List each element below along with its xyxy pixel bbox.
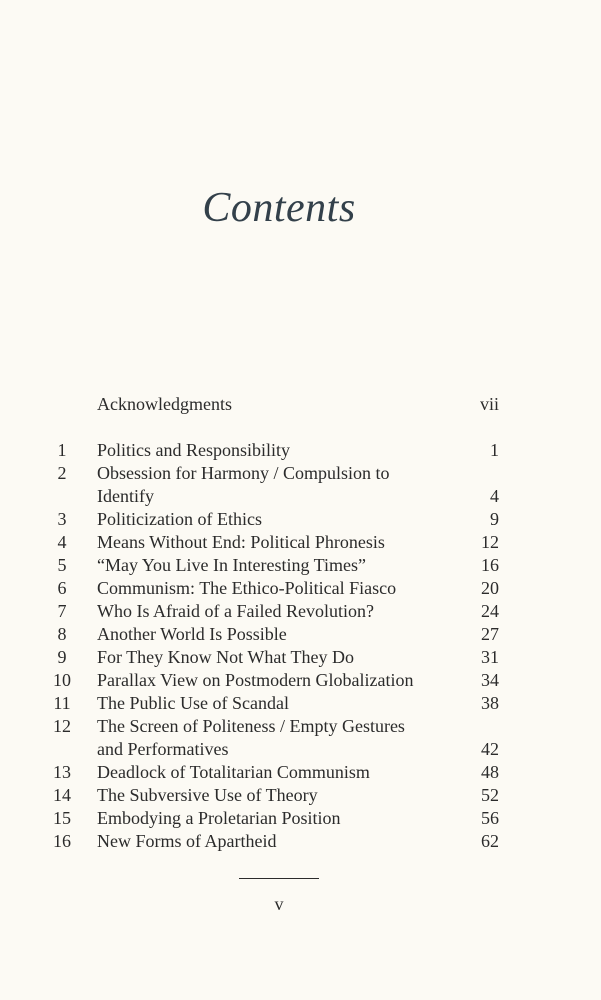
- toc-entry-page: 62: [481, 831, 499, 851]
- toc-entry-title-line: Communism: The Ethico-Political Fiasco: [97, 578, 397, 598]
- toc-entry-title: Acknowledgments: [97, 394, 232, 414]
- toc-entry-title-line: Deadlock of Totalitarian Communism: [97, 762, 370, 782]
- toc-entry-number: 15: [53, 808, 71, 828]
- toc-entry-title-line: Another World Is Possible: [97, 624, 287, 644]
- toc-entry-title: [97, 531, 467, 554]
- toc-entry-title-line: The Public Use of Scandal: [97, 693, 289, 713]
- toc-entry-page: 16: [481, 555, 499, 575]
- toc-entry-page: 24: [481, 601, 499, 621]
- toc-entry-title: [97, 784, 467, 807]
- toc-entry-number: 7: [57, 601, 67, 621]
- toc-entry-number: 11: [53, 693, 71, 713]
- toc-entry-page: 1: [490, 440, 499, 460]
- toc-entry-title-line: Who Is Afraid of a Failed Revolution?: [97, 601, 374, 621]
- toc-entry-number: 5: [57, 555, 67, 575]
- toc-entry-title: [97, 554, 467, 577]
- toc-entry-title-line: The Screen of Politeness / Empty Gestures: [97, 716, 405, 736]
- toc-entry-title: [97, 623, 467, 646]
- toc-entry-number: 12: [53, 716, 71, 736]
- toc-entry-number: 9: [57, 647, 67, 667]
- toc-entry-title: [97, 761, 467, 784]
- toc-entry-title-line: New Forms of Apartheid: [97, 831, 277, 851]
- toc-entry-number: 13: [53, 762, 71, 782]
- toc-entry: [0, 623, 601, 646]
- toc-entry-page: 52: [481, 785, 499, 805]
- toc-entry-title-line: Parallax View on Postmodern Globalization: [97, 670, 414, 690]
- toc-entry: [0, 577, 601, 600]
- folio-rule: [239, 878, 319, 879]
- toc-entry-page: 9: [490, 509, 499, 529]
- toc-entry-title: [97, 692, 467, 715]
- toc-entry-number: 8: [57, 624, 67, 644]
- toc-entry-title: [97, 830, 467, 853]
- toc-entry-title: [97, 807, 467, 830]
- toc-entry: [0, 439, 601, 462]
- toc-entry: [0, 554, 601, 577]
- toc-entry-number: 6: [57, 578, 67, 598]
- toc-entry-title-line: The Subversive Use of Theory: [97, 785, 318, 805]
- toc-entry-page: 20: [481, 578, 499, 598]
- toc-entry-title-line: Obsession for Harmony / Compulsion to: [97, 463, 390, 483]
- toc-entry-number: 3: [57, 509, 67, 529]
- toc-entry: [0, 669, 601, 692]
- toc-entry-page: 4: [490, 486, 499, 506]
- toc-entry: [0, 715, 601, 761]
- toc-entry-number: 16: [53, 831, 71, 851]
- toc-entry-page: 27: [481, 624, 499, 644]
- toc-entry-page: 42: [481, 739, 499, 759]
- toc-entry: [0, 646, 601, 669]
- toc-entry-title-line: Identify: [97, 486, 154, 506]
- toc-entry: [0, 761, 601, 784]
- page-title: Contents: [202, 185, 356, 231]
- toc-entry-title: [97, 669, 467, 692]
- toc-entry-title: [97, 577, 467, 600]
- toc-entry-title: [97, 646, 467, 669]
- toc-entry-title-line: Means Without End: Political Phronesis: [97, 532, 385, 552]
- toc-entry-title-line: “May You Live In Interesting Times”: [97, 555, 366, 575]
- toc-entry-title: [97, 462, 467, 508]
- toc-entry-title-line: For They Know Not What They Do: [97, 647, 354, 667]
- toc-entry-title-line: Embodying a Proletarian Position: [97, 808, 341, 828]
- toc-entry: [0, 784, 601, 807]
- toc-entry: [0, 508, 601, 531]
- toc-entry-title: [97, 600, 467, 623]
- toc-entry-number: 14: [53, 785, 71, 805]
- toc-entry-page: 56: [481, 808, 499, 828]
- toc-entry-number: 4: [57, 532, 67, 552]
- toc-entry-page: 48: [481, 762, 499, 782]
- toc-entry-page: 31: [481, 647, 499, 667]
- page-number: v: [274, 894, 284, 914]
- toc-entry-title: [97, 715, 467, 761]
- toc-entry-title: [97, 439, 467, 462]
- toc-entry-title: [97, 508, 467, 531]
- toc-entry: [0, 600, 601, 623]
- toc-entry-number: 1: [57, 440, 67, 460]
- toc-entry: [0, 462, 601, 508]
- toc-entry-page: 34: [481, 670, 499, 690]
- toc-entry-page: vii: [479, 394, 499, 414]
- toc-entry-number: 10: [53, 670, 71, 690]
- toc-entry-page: 12: [481, 532, 499, 552]
- toc-entry: [0, 807, 601, 830]
- toc-entry: [0, 531, 601, 554]
- toc-entry-number: 2: [57, 463, 67, 483]
- toc-entry: [0, 830, 601, 853]
- toc-entry-title-line: and Performatives: [97, 739, 229, 759]
- toc-entry-title-line: Politics and Responsibility: [97, 440, 291, 460]
- toc-entry: [0, 692, 601, 715]
- toc-entry-title-line: Politicization of Ethics: [97, 509, 262, 529]
- toc-entry-page: 38: [481, 693, 499, 713]
